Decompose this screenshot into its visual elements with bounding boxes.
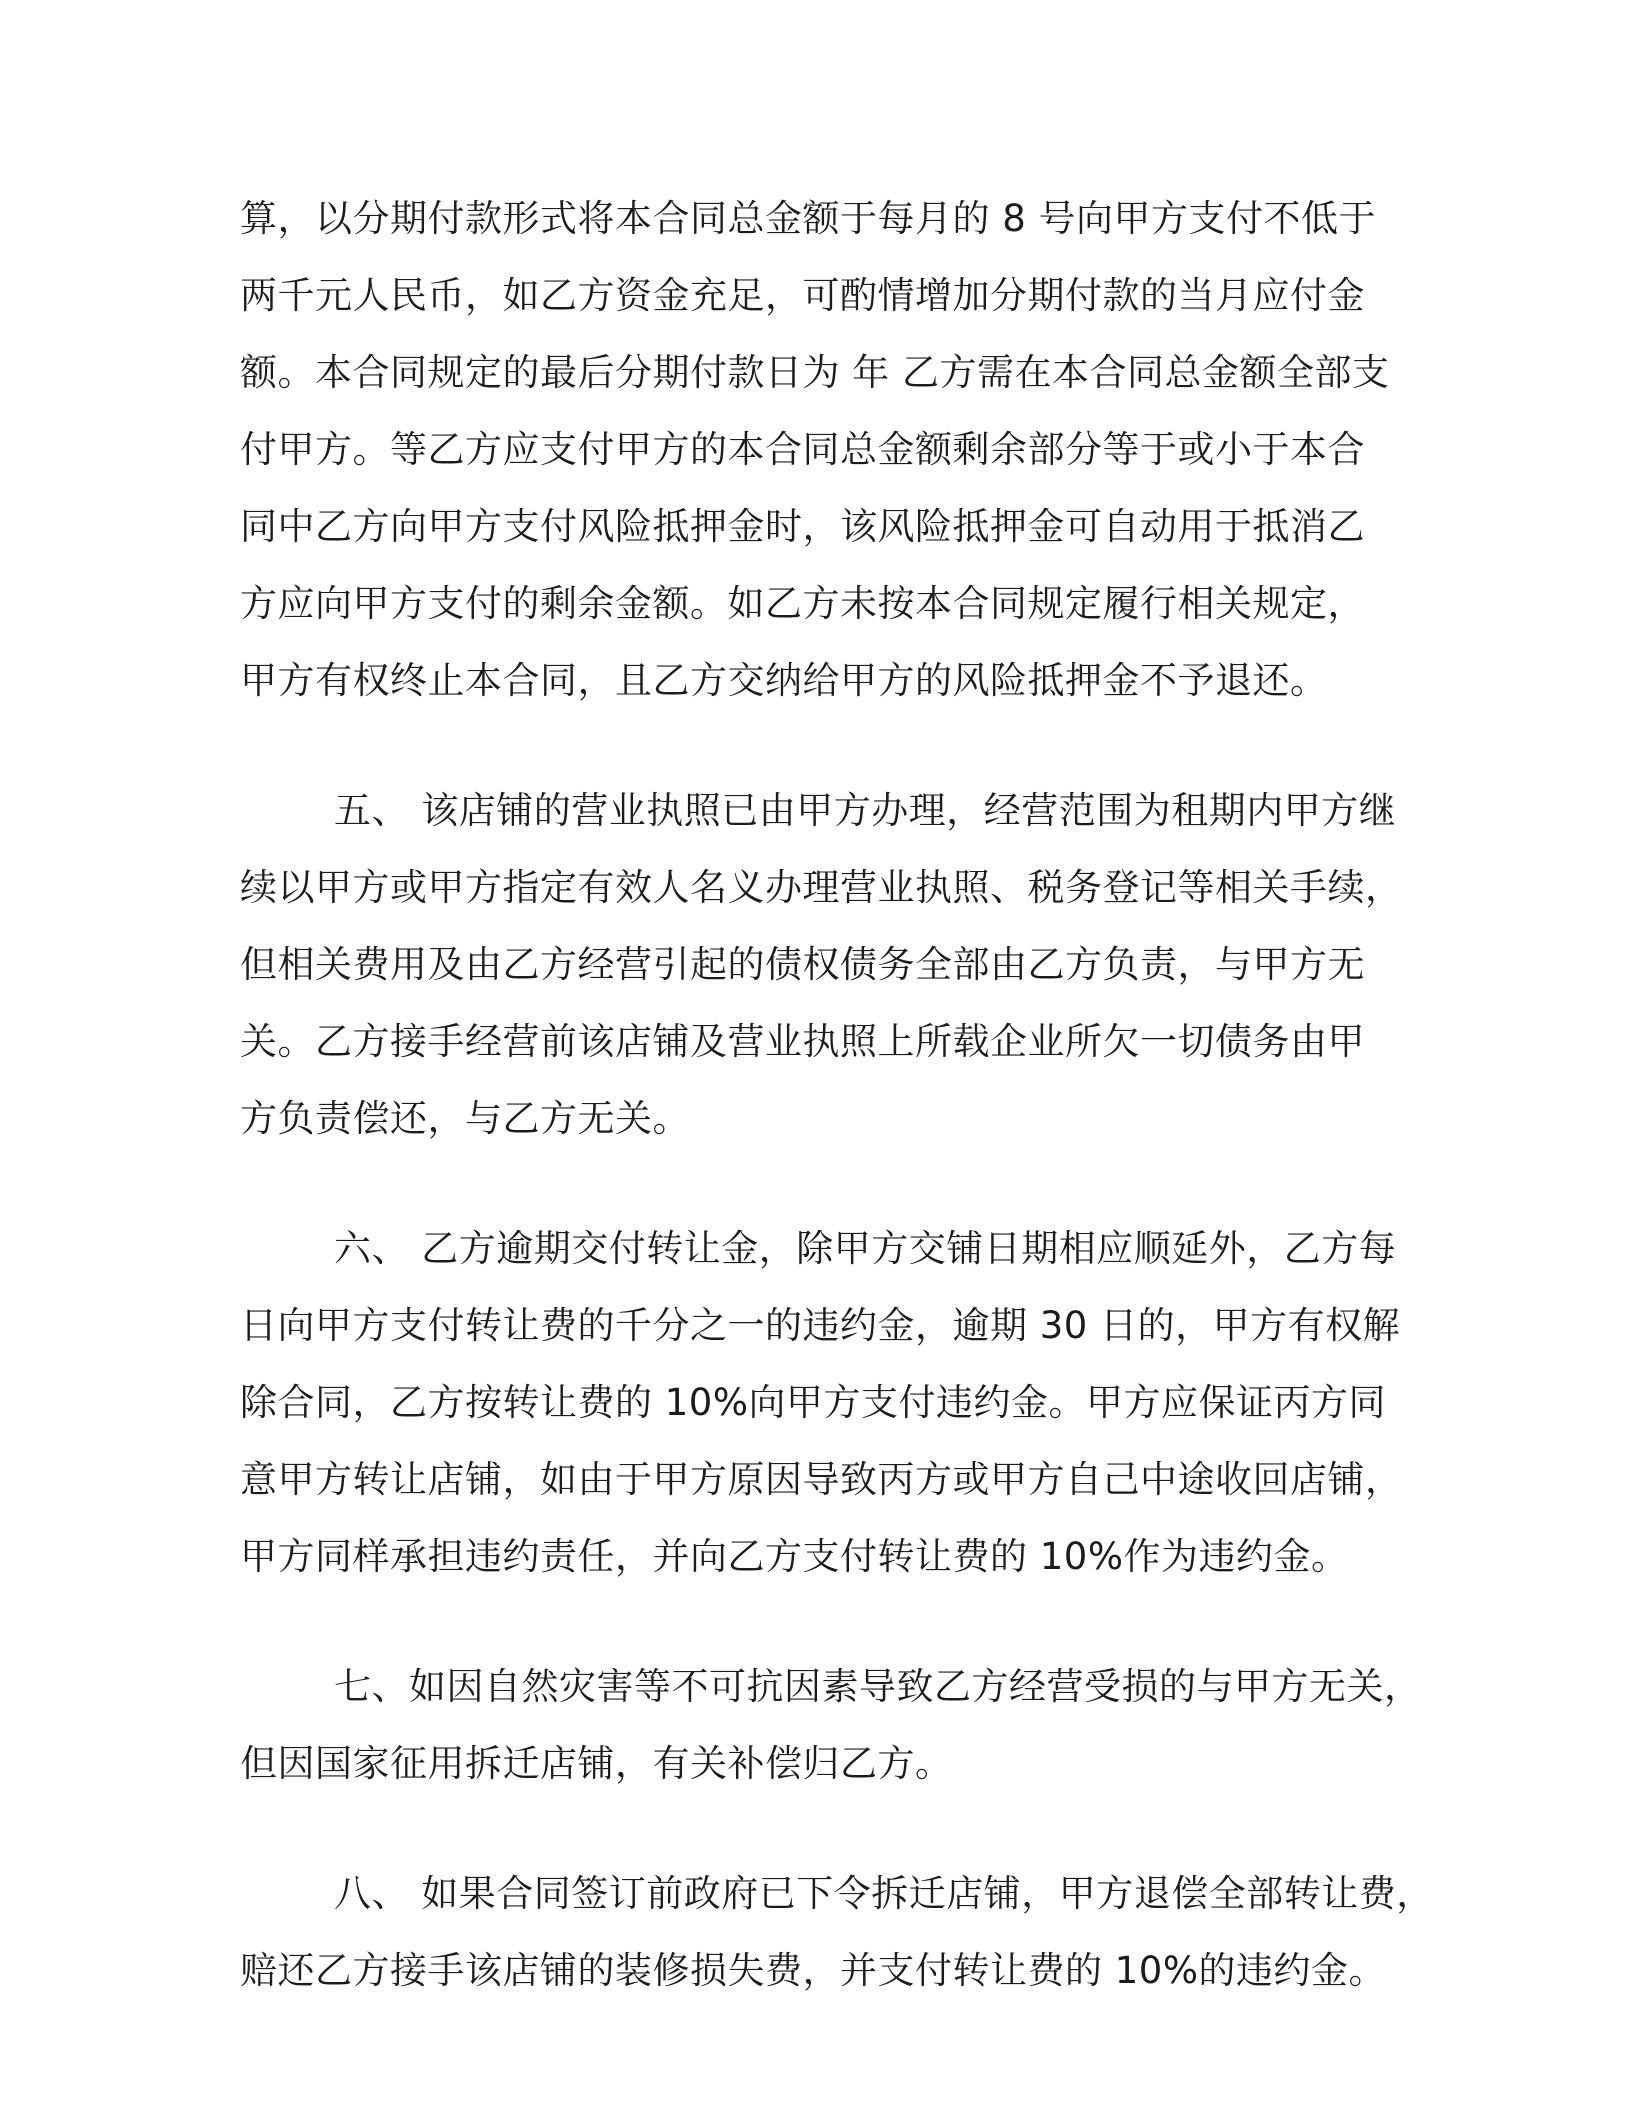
- clause-heading-line: 六、 乙方逾期交付转让金，除甲方交铺日期相应顺延外，乙方每: [334, 1227, 1397, 1270]
- text-line: 付甲方。等乙方应支付甲方的本合同总金额剩余部分等于或小于本合: [240, 428, 1365, 471]
- paragraph-clause-8: [240, 1855, 1434, 2009]
- paragraph-clause-7: [240, 1648, 1422, 1802]
- text-line: 但相关费用及由乙方经营引起的债权债务全部由乙方负责，与甲方无: [240, 943, 1365, 986]
- text-line: 但因国家征用拆迁店铺，有关补偿归乙方。: [240, 1742, 953, 1785]
- clause-heading-line: 八、 如果合同签订前政府已下令拆迁店铺，甲方退偿全部转让费，: [334, 1872, 1434, 1915]
- paragraph-clause-4-continued: [240, 180, 1410, 719]
- text-line: 日向甲方支付转让费的千分之一的违约金，逾期 30 日的，甲方有权解: [240, 1304, 1401, 1347]
- text-line: 额。本合同规定的最后分期付款日为 年 乙方需在本合同总金额全部支: [240, 351, 1390, 394]
- clause-heading-line: 五、 该店铺的营业执照已由甲方办理，经营范围为租期内甲方继: [334, 789, 1397, 832]
- text-line: 关。乙方接手经营前该店铺及营业执照上所载企业所欠一切债务由甲: [240, 1020, 1365, 1063]
- text-line: 方应向甲方支付的剩余金额。如乙方未按本合同规定履行相关规定，: [240, 582, 1365, 625]
- paragraph-clause-5: [240, 772, 1410, 1157]
- text-line: 两千元人民币，如乙方资金充足，可酌情增加分期付款的当月应付金: [240, 274, 1365, 317]
- text-line: 甲方有权终止本合同，且乙方交纳给甲方的风险抵押金不予退还。: [240, 659, 1328, 702]
- paragraph-clause-6: [240, 1210, 1410, 1595]
- clause-heading-line: 七、如因自然灾害等不可抗因素导致乙方经营受损的与甲方无关，: [334, 1665, 1422, 1708]
- text-line: 方负责偿还，与乙方无关。: [240, 1097, 690, 1140]
- text-line: 意甲方转让店铺，如由于甲方原因导致丙方或甲方自己中途收回店铺，: [240, 1458, 1403, 1501]
- text-line: 除合同，乙方按转让费的 10%向甲方支付违约金。甲方应保证丙方同: [240, 1381, 1386, 1424]
- text-line: 算，以分期付款形式将本合同总金额于每月的 8 号向甲方支付不低于: [240, 197, 1377, 240]
- text-line: 同中乙方向甲方支付风险抵押金时，该风险抵押金可自动用于抵消乙: [240, 505, 1365, 548]
- text-line: 续以甲方或甲方指定有效人名义办理营业执照、税务登记等相关手续，: [240, 866, 1403, 909]
- document-body: [240, 180, 1434, 2062]
- text-line: 甲方同样承担违约责任，并向乙方支付转让费的 10%作为违约金。: [240, 1535, 1349, 1578]
- text-line: 赔还乙方接手该店铺的装修损失费，并支付转让费的 10%的违约金。: [240, 1949, 1386, 1992]
